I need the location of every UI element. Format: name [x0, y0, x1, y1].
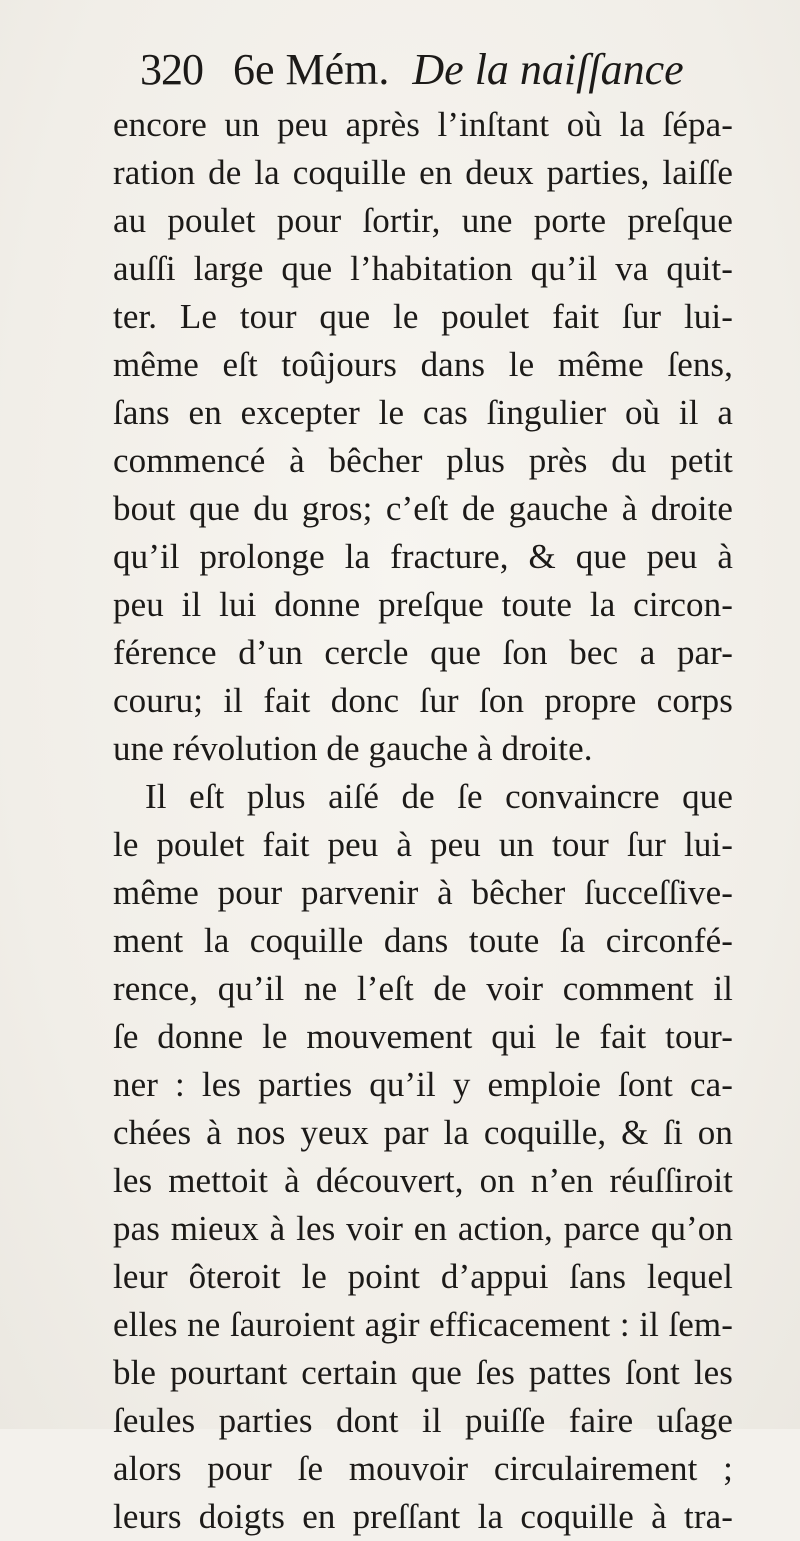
body-text	[113, 101, 733, 1541]
text-line: encore un peu après l’inſtant où la ſépa-	[113, 105, 733, 144]
memoir-number: 6e Mém.	[233, 45, 390, 94]
text-line: leurs doigts en preſſant la coquille à tra-	[113, 1497, 733, 1536]
text-line: au poulet pour ſortir, une porte preſque	[113, 201, 733, 240]
text-line: une révolution de gauche à droite.	[113, 729, 593, 768]
text-line: ſeules parties dont il puiſſe faire uſage	[113, 1401, 733, 1440]
text-line: même pour parvenir à bêcher ſucceſſive-	[113, 873, 733, 912]
text-line: ner : les parties qu’il y emploie ſont ca-	[113, 1065, 733, 1104]
text-line: pas mieux à les voir en action, parce qu’on	[113, 1209, 733, 1248]
page-number: 320	[140, 45, 203, 94]
text-line: ſe donne le mouvement qui le fait tour-	[113, 1017, 733, 1056]
text-line: ter. Le tour que le poulet fait ſur lui-	[113, 297, 733, 336]
running-head	[140, 38, 700, 102]
text-line: chées à nos yeux par la coquille, & ſi on	[113, 1113, 733, 1152]
text-line: le poulet fait peu à peu un tour ſur lui-	[113, 825, 733, 864]
paragraph-start-line: Il eſt plus aiſé de ſe convaincre que	[145, 777, 733, 816]
text-line: ſans en excepter le cas ſingulier où il a	[113, 393, 733, 432]
text-line: qu’il prolonge la fracture, & que peu à	[113, 537, 733, 576]
text-line: férence d’un cercle que ſon bec a par-	[113, 633, 733, 672]
text-line: leur ôteroit le point d’appui ſans lequel	[113, 1257, 733, 1296]
text-line: ment la coquille dans toute ſa circonfé-	[113, 921, 733, 960]
text-line: bout que du gros; c’eſt de gauche à droite	[113, 489, 733, 528]
text-line: ble pourtant certain que ſes pattes ſont les	[113, 1353, 733, 1392]
text-line: auſſi large que l’habitation qu’il va quit-	[113, 249, 733, 288]
text-line: alors pour ſe mouvoir circulairement ;	[113, 1449, 733, 1488]
running-title: De la naiſſance	[412, 45, 684, 94]
text-line: rence, qu’il ne l’eſt de voir comment il	[113, 969, 733, 1008]
text-line: elles ne ſauroient agir efficacement : il ſem-	[113, 1305, 733, 1344]
text-line: ration de la coquille en deux parties, laiſſe	[113, 153, 733, 192]
text-line: les mettoit à découvert, on n’en réuſſiroit	[113, 1161, 733, 1200]
text-line: couru; il fait donc ſur ſon propre corps	[113, 681, 733, 720]
text-line: commencé à bêcher plus près du petit	[113, 441, 733, 480]
text-line: même eſt toûjours dans le même ſens,	[113, 345, 733, 384]
text-line: peu il lui donne preſque toute la circon-	[113, 585, 733, 624]
